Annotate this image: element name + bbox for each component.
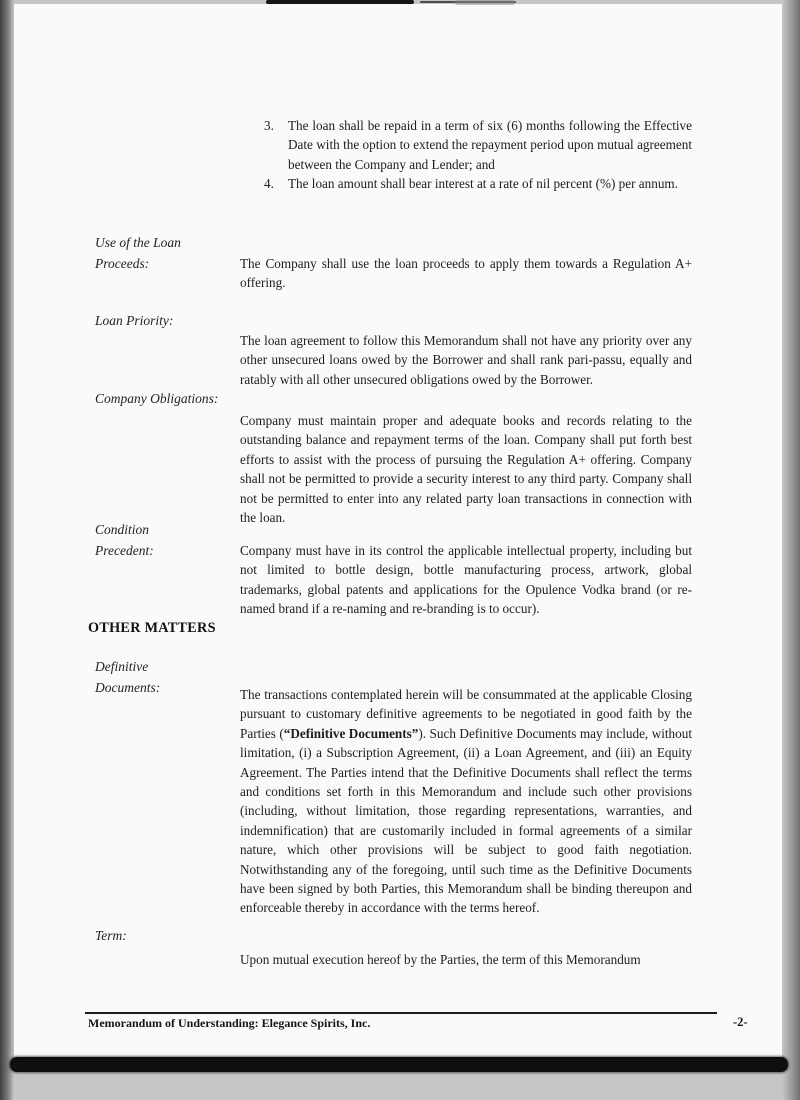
- label-line: Proceeds:: [95, 255, 150, 271]
- list-item-number: 4.: [264, 176, 274, 192]
- section-body-definitive-documents: [240, 685, 692, 918]
- body-segment: The transactions contemplated herein will be consummated at the applicable Closing pursuant to customary definitive agreements to be negotiated in good faith by the Parties (: [240, 687, 692, 741]
- numbered-list: [264, 116, 692, 194]
- label-line: Documents:: [95, 679, 161, 695]
- label-line: Use of the Loan: [95, 235, 181, 250]
- section-label-use-of-loan: [95, 233, 245, 275]
- body-segment-bold: “Definitive Documents”: [283, 725, 419, 741]
- section-label-loan-priority: Loan Priority:: [95, 313, 174, 328]
- scan-edge-left: [0, 0, 14, 1100]
- section-label-definitive-documents: [95, 657, 245, 699]
- label-line: Condition: [95, 522, 150, 537]
- footer-rule: [85, 1012, 717, 1014]
- list-item: [264, 174, 692, 193]
- scan-smudge-top: [455, 0, 515, 5]
- list-item: [264, 116, 692, 174]
- footer-document-title: Memorandum of Understanding: Elegance Spirits, Inc.: [88, 1016, 371, 1030]
- section-body-term: Upon mutual execution hereof by the Parties, the term of this Memorandum: [240, 952, 641, 967]
- list-item-text: The loan amount shall bear interest at a rate of nil percent (%) per annum.: [288, 176, 678, 192]
- footer-page-number: -2-: [733, 1015, 748, 1029]
- list-item-number: 3.: [264, 118, 274, 133]
- section-body-loan-priority: The loan agreement to follow this Memorandum shall not have any priority over any other unsecured loans owed by the Borrower and shall rank pari-passu, equally and ratably with all other unsecured obligations owed by the Borrower.: [240, 333, 692, 387]
- list-item-text: The loan shall be repaid in a term of six (6) months following the Effective Date with the option to extend the repayment period upon mutual agreement between the Company and Lender; and: [288, 118, 692, 172]
- label-line: Definitive: [95, 659, 149, 674]
- section-label-company-obligations: Company Obligations:: [95, 391, 219, 406]
- scan-edge-right: [782, 0, 800, 1100]
- section-body-use-of-loan: The Company shall use the loan proceeds to apply them towards a Regulation A+ offering.: [240, 256, 692, 291]
- scan-mark-top: [266, 0, 414, 4]
- body-segment: ). Such Definitive Documents may include, without limitation, (i) a Subscription Agreement, (ii) a Loan Agreement, and (iii) an Equity Agreement. The Parties intend that the Definitive Documents shall reflect the terms and conditions set forth in this Memorandum and include such other provisions (including, without limitation, those regarding representations, warranties, and indemnification) that are customarily included in formal agreements of a similar nature, which other provisions will be subject to good faith negotiation. Notwithstanding any of the foregoing, until such time as the Definitive Documents have been signed by both Parties, this Memorandum shall be binding thereupon and enforceable thereby in accordance with the terms hereof.: [240, 725, 692, 916]
- section-label-term: Term:: [95, 928, 127, 943]
- section-label-condition-precedent: [95, 520, 245, 562]
- section-heading-other-matters: OTHER MATTERS: [88, 620, 216, 636]
- label-line: Precedent:: [95, 542, 154, 558]
- section-body-condition-precedent: Company must have in its control the applicable intellectual property, including but not limited to bottle design, bottle manufacturing process, artwork, global trademarks, global patents and applications for the Opulence Vodka brand (or re-named brand if a re-naming and re-branding is to occur).: [240, 543, 692, 617]
- section-body-company-obligations: Company must maintain proper and adequate books and records relating to the outstanding balance and repayment terms of the loan. Company shall put forth best efforts to assist with the process of pursuing the Regulation A+ offering. Company shall not be permitted to provide a security interest to any third party. Company shall not be permitted to enter into any related party loan transactions in connection with the loan.: [240, 413, 692, 526]
- scan-band-bottom: [10, 1057, 788, 1072]
